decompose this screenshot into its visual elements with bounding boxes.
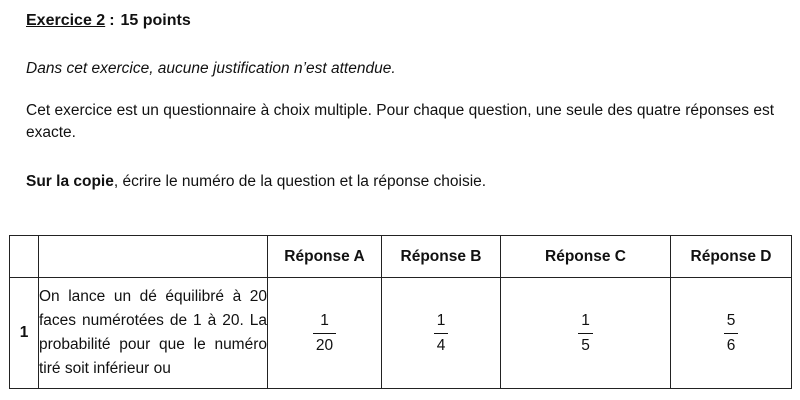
table-header-row — [10, 236, 792, 278]
exercise-number: Exercice 2 — [26, 12, 106, 29]
answer-d-cell — [671, 278, 792, 389]
answer-d-numerator: 5 — [726, 311, 736, 329]
question-number: 1 — [10, 278, 39, 389]
copy-instructions-bold: Sur la copie — [26, 173, 114, 190]
fraction-bar — [434, 333, 449, 334]
exercise-heading — [26, 10, 191, 32]
copy-instructions-text: , écrire le numéro de la question et la réponse choisie. — [113, 173, 487, 190]
header-cell-answer-d: Réponse D — [671, 236, 792, 278]
exercise-points: 15 points — [120, 12, 191, 29]
fraction-bar — [578, 333, 593, 334]
answer-c-fraction — [578, 311, 593, 356]
answer-b-denominator: 4 — [436, 336, 446, 354]
question-text: On lance un dé équilibré à 20 faces numérotées de 1 à 20. La probabilité pour que le numéro tiré soit inférieur ou — [39, 278, 268, 389]
answer-b-fraction — [434, 311, 449, 356]
answer-a-cell — [268, 278, 382, 389]
answer-b-numerator: 1 — [436, 311, 446, 329]
heading-separator: : — [109, 12, 115, 29]
answer-d-denominator: 6 — [726, 336, 736, 354]
answer-c-numerator: 1 — [581, 311, 590, 329]
answer-c-denominator: 5 — [581, 336, 590, 354]
header-cell-answer-c: Réponse C — [501, 236, 671, 278]
header-cell-question — [39, 236, 268, 278]
answer-c-cell — [501, 278, 671, 389]
fraction-bar — [724, 333, 739, 334]
answer-b-cell — [382, 278, 501, 389]
answer-a-numerator: 1 — [320, 311, 329, 329]
header-cell-number — [10, 236, 39, 278]
table-row — [10, 278, 792, 389]
header-cell-answer-a: Réponse A — [268, 236, 382, 278]
answer-a-fraction — [313, 311, 336, 356]
intro-paragraph: Dans cet exercice, aucune justification n’est attendue. — [26, 60, 396, 77]
header-cell-answer-b: Réponse B — [382, 236, 501, 278]
answer-a-denominator: 20 — [315, 336, 334, 354]
qcm-table — [9, 235, 792, 389]
qcm-instructions-paragraph: Cet exercice est un questionnaire à choix multiple. Pour chaque question, une seule des quatre réponses est exacte. — [26, 102, 774, 141]
copy-instructions-paragraph — [26, 171, 774, 193]
fraction-bar — [313, 333, 336, 334]
answer-d-fraction — [724, 311, 739, 356]
